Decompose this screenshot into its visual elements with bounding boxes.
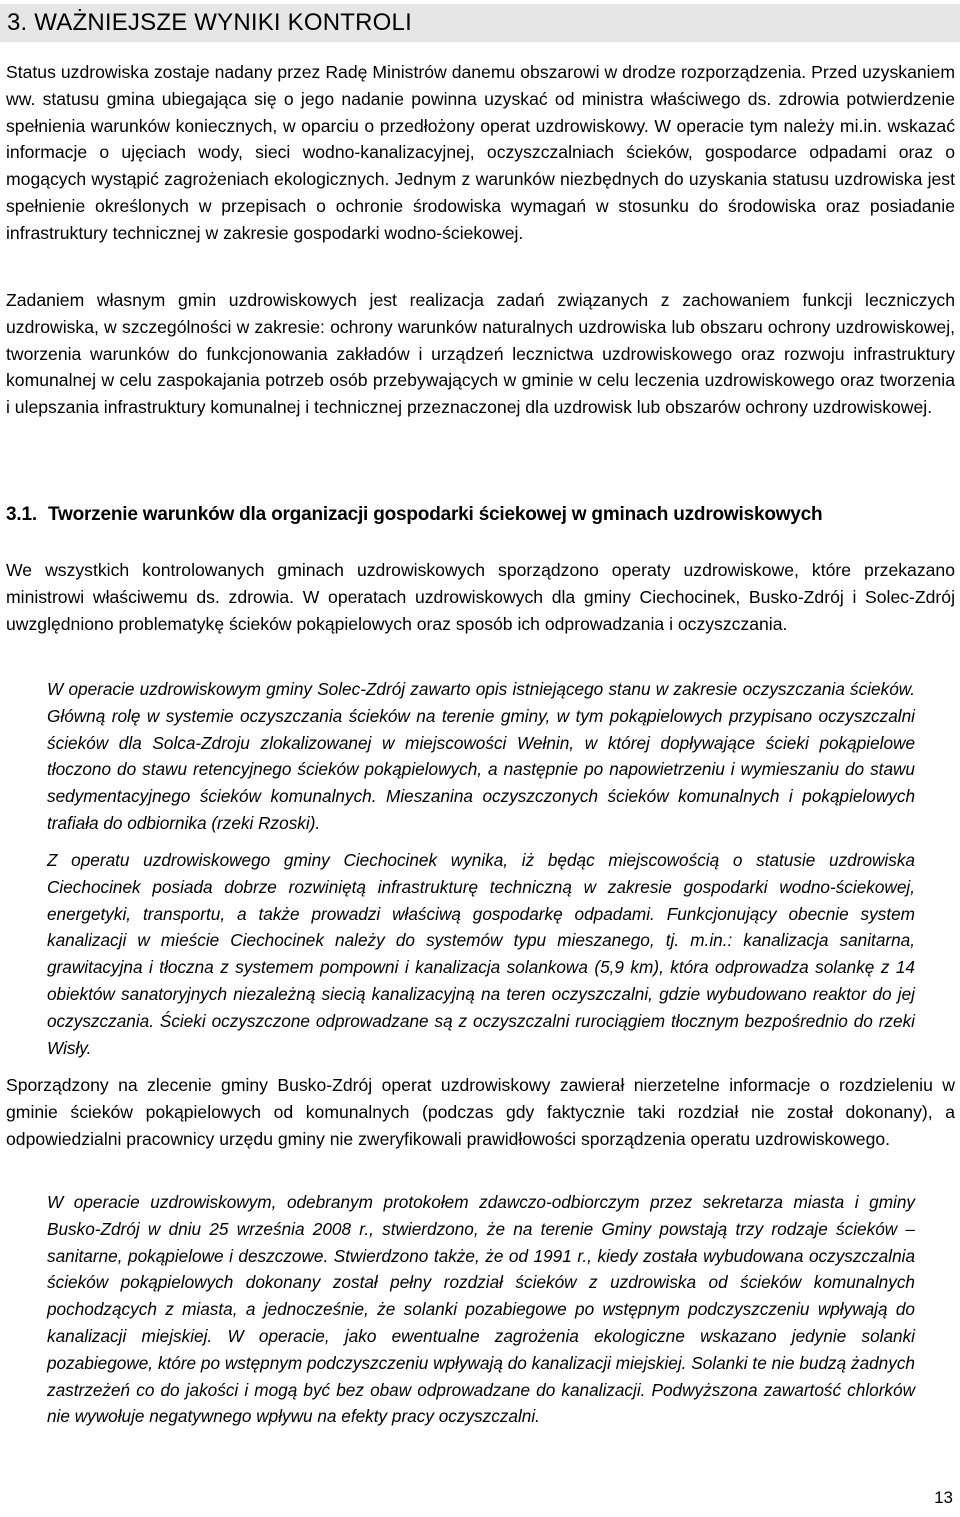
subsection-title: Tworzenie warunków dla organizacji gospodarki ściekowej w gminach uzdrowiskowych [48,504,823,525]
section-header [0,4,960,42]
intro-paragraph: Status uzdrowiska zostaje nadany przez Radę Ministrów danemu obszarowi w drodze rozporządzenia. Przed uzyskaniem ww. statusu gmina ubiegająca się o jego nadanie powinna uzyskać od ministra właściwego ds. zdrowia potwierdzenie spełnienia warunków koniecznych, w oparciu o przedłożony operat uzdrowiskowy. W operacie tym należy mi.in. wskazać informacje o ujęciach wody, sieci wodno-kanalizacyjnej, oczyszczalniach ścieków, gospodarce odpadami oraz o mogących wystąpić zagrożeniach ekologicznych. Jednym z warunków niezbędnych do uzyskania statusu uzdrowiska jest spełnienie określonych w przepisach o ochronie środowiska wymagań w stosunku do środowiska oraz posiadanie infrastruktury technicznej w zakresie gospodarki wodno-ściekowej. [6,62,955,243]
ciechocinek-quote: Z operatu uzdrowiskowego gminy Ciechocinek wynika, iż będąc miejscowością o statusie uzdrowiska Ciechocinek posiada dobrze rozwiniętą infrastrukturę techniczną w zakresie gospodarki wodno-ściekowej, energetyki, transportu, a także prowadzi właściwą gospodarkę odpadami. Funkcjonujący obecnie system kanalizacji w mieście Ciechocinek należy do systemów typu mieszanego, tj. m.in.: kanalizacja sanitarna, grawitacyjna i tłoczna z systemem pompowni i kanalizacja solankowa (5,9 km), która odprowadza solankę z 14 obiektów sanatoryjnych niezależną siecią kanalizacyjną na teren oczyszczalni, gdzie wybudowano reaktor do jej oczyszczania. Ścieki oczyszczone odprowadzane są z oczyszczalni rurociągiem tłocznym bezpośrednio do rzeki Wisły. [47,850,915,1058]
page-number: 13 [934,1488,953,1507]
operaty-paragraph: We wszystkich kontrolowanych gminach uzdrowiskowych sporządzono operaty uzdrowiskowe, które przekazano ministrowi właściwemu ds. zdrowia. W operatach uzdrowiskowych dla gminy Ciechocinek, Busko-Zdrój i Solec-Zdrój uwzględniono problematykę ścieków pokąpielowych oraz sposób ich odprowadzania i oczyszczania. [6,560,955,634]
subsection-heading [6,500,955,530]
subsection-number: 3.1. [6,504,37,525]
busko-quote: W operacie uzdrowiskowym, odebranym protokołem zdawczo-odbiorczym przez sekretarza miasta i gminy Busko-Zdrój w dniu 25 września 2008 r., stwierdzono, że na terenie Gminy powstają trzy rodzaje ścieków – sanitarne, pokąpielowe i deszczowe. Stwierdzono także, że od 1991 r., kiedy została wybudowana oczyszczalnia ścieków pokąpielowych dokonany został pełny rozdział ścieków z uzdrowiska od ścieków komunalnych pochodzących z miasta, a jednocześnie, że solanki pozabiegowe po wstępnym podczyszczeniu wpływają do kanalizacji miejskiej. W operacie, jako ewentualne zagrożenia ekologiczne wskazano jedynie solanki pozabiegowe, które po wstępnym podczyszczeniu wpływają do kanalizacji miejskiej. Solanki te nie budzą żadnych zastrzeżeń co do jakości i mogą być bez obaw odprowadzane do kanalizacji. Podwyższona zawartość chlorków nie wywołuje negatywnego wpływu na efekty pracy oczyszczalni. [47,1192,915,1427]
solec-quote: W operacie uzdrowiskowym gminy Solec-Zdrój zawarto opis istniejącego stanu w zakresie oczyszczania ścieków. Główną rolę w systemie oczyszczania ścieków na terenie gminy, w tym pokąpielowych przypisano oczyszczalni ścieków dla Solca-Zdroju zlokalizowanej w miejscowości Wełnin, w której dopływające ścieki pokąpielowe tłoczono do stawu retencyjnego ścieków pokąpielowych, a następnie po napowietrzeniu i wymieszaniu do stawu sedymentacyjnego ścieków komunalnych. Mieszanina oczyszczonych ścieków komunalnych i pokąpielowych trafiała do odbiornika (rzeki Rzoski). [47,679,915,833]
section-title: 3. WAŻNIEJSZE WYNIKI KONTROLI [7,9,412,36]
tasks-paragraph: Zadaniem własnym gmin uzdrowiskowych jest realizacja zadań związanych z zachowaniem funkcji leczniczych uzdrowiska, w szczególności w zakresie: ochrony warunków naturalnych uzdrowiska lub obszaru ochrony uzdrowiskowej, tworzenia warunków do funkcjonowania zakładów i urządzeń lecznictwa uzdrowiskowego oraz rozwoju infrastruktury komunalnej w celu zaspokajania potrzeb osób przebywających w gminie w celu leczenia uzdrowiskowego oraz tworzenia i ulepszania infrastruktury komunalnej i technicznej przeznaczonej dla uzdrowisk lub obszarów ochrony uzdrowiskowej. [6,290,955,418]
busko-paragraph: Sporządzony na zlecenie gminy Busko-Zdrój operat uzdrowiskowy zawierał nierzetelne informacje o rozdzieleniu w gminie ścieków pokąpielowych od komunalnych (podczas gdy faktycznie taki rozdział nie został dokonany), a odpowiedzialni pracownicy urzędu gminy nie zweryfikowali prawidłowości sporządzenia operatu uzdrowiskowego. [6,1075,955,1149]
